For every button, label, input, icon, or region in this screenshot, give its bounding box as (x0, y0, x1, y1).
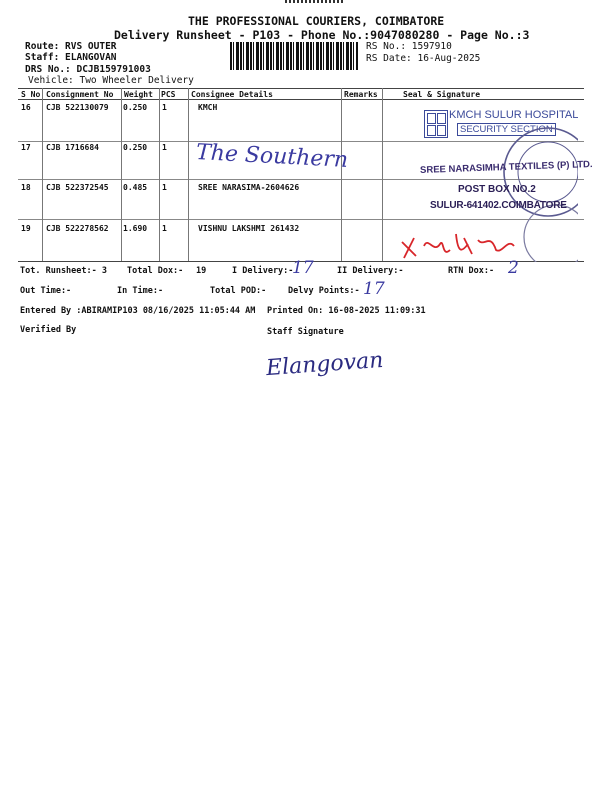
table-top-border (18, 88, 584, 89)
col-header-pcs: PCS (161, 90, 176, 99)
row-weight: 0.250 (123, 143, 148, 152)
route-label: Route: RVS OUTER (25, 41, 117, 52)
total-dox-label: Total Dox:- (127, 266, 184, 276)
row-sno: 17 (21, 143, 31, 152)
row-pcs: 1 (162, 224, 167, 233)
entered-by: Entered By :ABIRAMIP103 08/16/2025 11:05:44 AM (20, 306, 256, 316)
printed-on: Printed On: 16-08-2025 11:09:31 (267, 306, 426, 316)
row-consignment: CJB 522278562 (46, 224, 109, 233)
total-dox-value: 19 (196, 266, 207, 276)
row-pcs: 1 (162, 103, 167, 112)
tot-runsheet: Tot. Runsheet:- 3 (20, 266, 107, 276)
col-divider (341, 88, 342, 261)
row-consignee: SREE NARASIMA-2604626 (198, 183, 300, 192)
row-weight: 0.250 (123, 103, 148, 112)
staff-label: Staff: ELANGOVAN (25, 52, 117, 63)
col-divider (42, 88, 43, 261)
drs-number: DRS No.: DCJB159791003 (25, 64, 151, 75)
table-header-border (18, 99, 584, 100)
col-header-consignment: Consignment No (46, 90, 114, 99)
delvy-points-label: Delvy Points:- (288, 286, 360, 296)
kmch-stamp-line1: KMCH SULUR HOSPITAL (449, 109, 579, 121)
row-consignment: CJB 1716684 (46, 143, 99, 152)
row-pcs: 1 (162, 143, 167, 152)
row-consignee: VISHNU LAKSHMI 261432 (198, 224, 300, 233)
row-pcs: 1 (162, 183, 167, 192)
col-divider (188, 88, 189, 261)
row-consignee: KMCH (198, 103, 218, 112)
row-sno: 18 (21, 183, 31, 192)
col-header-sno: S No (21, 90, 41, 99)
col-header-consignee: Consignee Details (191, 90, 273, 99)
verified-by-label: Verified By (20, 325, 77, 335)
staff-handwritten-signature: Elangovan (265, 347, 385, 382)
row-consignment: CJB 522130079 (46, 103, 109, 112)
kmch-logo-icon (424, 110, 448, 138)
col-header-remarks: Remarks (344, 90, 378, 99)
rtn-dox-handwritten: 2 (508, 258, 519, 278)
kmch-stamp-line2: SECURITY SECTION (457, 123, 556, 136)
row-weight: 0.485 (123, 183, 148, 192)
runsheet-subtitle: Delivery Runsheet - P103 - Phone No.:9047080280 - Page No.:3 (114, 28, 530, 42)
sree-stamp-line1: SREE NARASIMHA TEXTILES (P) LTD. (419, 158, 593, 177)
row17-handwritten-signature: The Southern (195, 140, 349, 173)
rs-number: RS No.: 1597910 (366, 41, 452, 52)
in-time-label: In Time:- (117, 286, 164, 296)
top-barcode-fragment (285, 0, 345, 3)
sree-stamp-line3: SULUR-641402.COIMBATORE (430, 200, 567, 211)
runsheet-barcode (230, 42, 358, 70)
col-divider (159, 88, 160, 261)
out-time-label: Out Time:- (20, 286, 72, 296)
row-consignment: CJB 522372545 (46, 183, 109, 192)
sree-stamp-line2: POST BOX NO.2 (458, 184, 536, 195)
col-divider (121, 88, 122, 261)
col-header-weight: Weight (124, 90, 153, 99)
rtn-dox-label: RTN Dox:- (448, 266, 495, 276)
row-weight: 1.690 (123, 224, 148, 233)
row-sno: 19 (21, 224, 31, 233)
rs-date: RS Date: 16-Aug-2025 (366, 53, 481, 64)
ii-delivery-label: II Delivery:- (337, 266, 404, 276)
total-pod-label: Total POD:- (210, 286, 267, 296)
company-title: THE PROFESSIONAL COURIERS, COIMBATORE (188, 14, 445, 28)
col-header-seal: Seal & Signature (403, 90, 481, 99)
i-delivery-label: I Delivery:- (232, 266, 294, 276)
row-sno: 16 (21, 103, 31, 112)
staff-signature-label: Staff Signature (267, 327, 344, 337)
i-delivery-handwritten: 17 (292, 258, 314, 278)
col-divider (382, 88, 383, 261)
vehicle-label: Vehicle: Two Wheeler Delivery (28, 75, 194, 86)
delvy-points-handwritten: 17 (363, 279, 385, 299)
